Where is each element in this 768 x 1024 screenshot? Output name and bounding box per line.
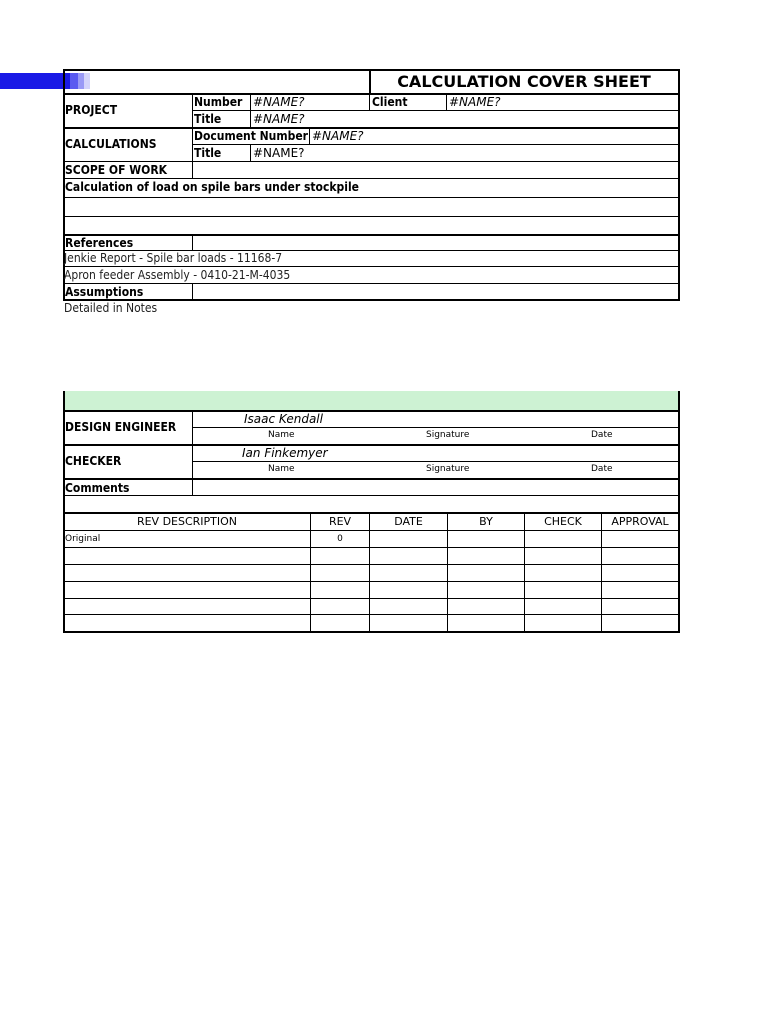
document-number-label: Document Number <box>194 129 308 143</box>
rev-header: REV <box>328 515 352 528</box>
reference-item: Jenkie Report - Spile bar loads - 11168-7 <box>64 251 283 265</box>
project-number-label: Number <box>194 95 243 109</box>
design-engineer-label: DESIGN ENGINEER <box>65 420 177 434</box>
revision-number: 0 <box>337 534 343 544</box>
project-number-value: #NAME? <box>253 95 305 109</box>
reference-item: Apron feeder Assembly - 0410-21-M-4035 <box>64 268 291 282</box>
date-caption: Date <box>591 430 613 440</box>
document-number-value: #NAME? <box>312 129 364 143</box>
signature-caption: Signature <box>426 464 470 474</box>
page-title: CALCULATION COVER SHEET <box>397 72 651 91</box>
scope-label: SCOPE OF WORK <box>65 163 167 177</box>
references-label: References <box>65 236 134 250</box>
project-label: PROJECT <box>65 103 118 117</box>
checker-name: Ian Finkemyer <box>242 446 328 460</box>
rev-description-header: REV DESCRIPTION <box>136 515 238 528</box>
signature-caption: Signature <box>426 430 470 440</box>
green-band <box>63 391 680 411</box>
date-caption: Date <box>591 464 613 474</box>
revision-description: Original <box>65 534 101 544</box>
assumptions-label: Assumptions <box>65 285 144 299</box>
assumptions-text: Detailed in Notes <box>64 301 158 315</box>
calculations-title-label: Title <box>194 146 222 160</box>
client-label: Client <box>372 95 408 109</box>
calculations-label: CALCULATIONS <box>65 137 157 151</box>
calculations-title-value: #NAME? <box>253 146 305 160</box>
check-header: CHECK <box>544 515 582 528</box>
client-value: #NAME? <box>449 95 501 109</box>
name-caption: Name <box>268 430 295 440</box>
design-engineer-name: Isaac Kendall <box>244 412 323 426</box>
by-header: BY <box>479 515 493 528</box>
project-title-label: Title <box>194 112 222 126</box>
checker-label: CHECKER <box>65 454 122 468</box>
date-header: DATE <box>394 515 423 528</box>
project-title-value: #NAME? <box>253 112 305 126</box>
approval-header: APPROVAL <box>611 515 669 528</box>
scope-text: Calculation of load on spile bars under stockpile <box>65 180 359 194</box>
company-logo-bar <box>0 73 90 89</box>
name-caption: Name <box>268 464 295 474</box>
comments-label: Comments <box>65 481 130 495</box>
